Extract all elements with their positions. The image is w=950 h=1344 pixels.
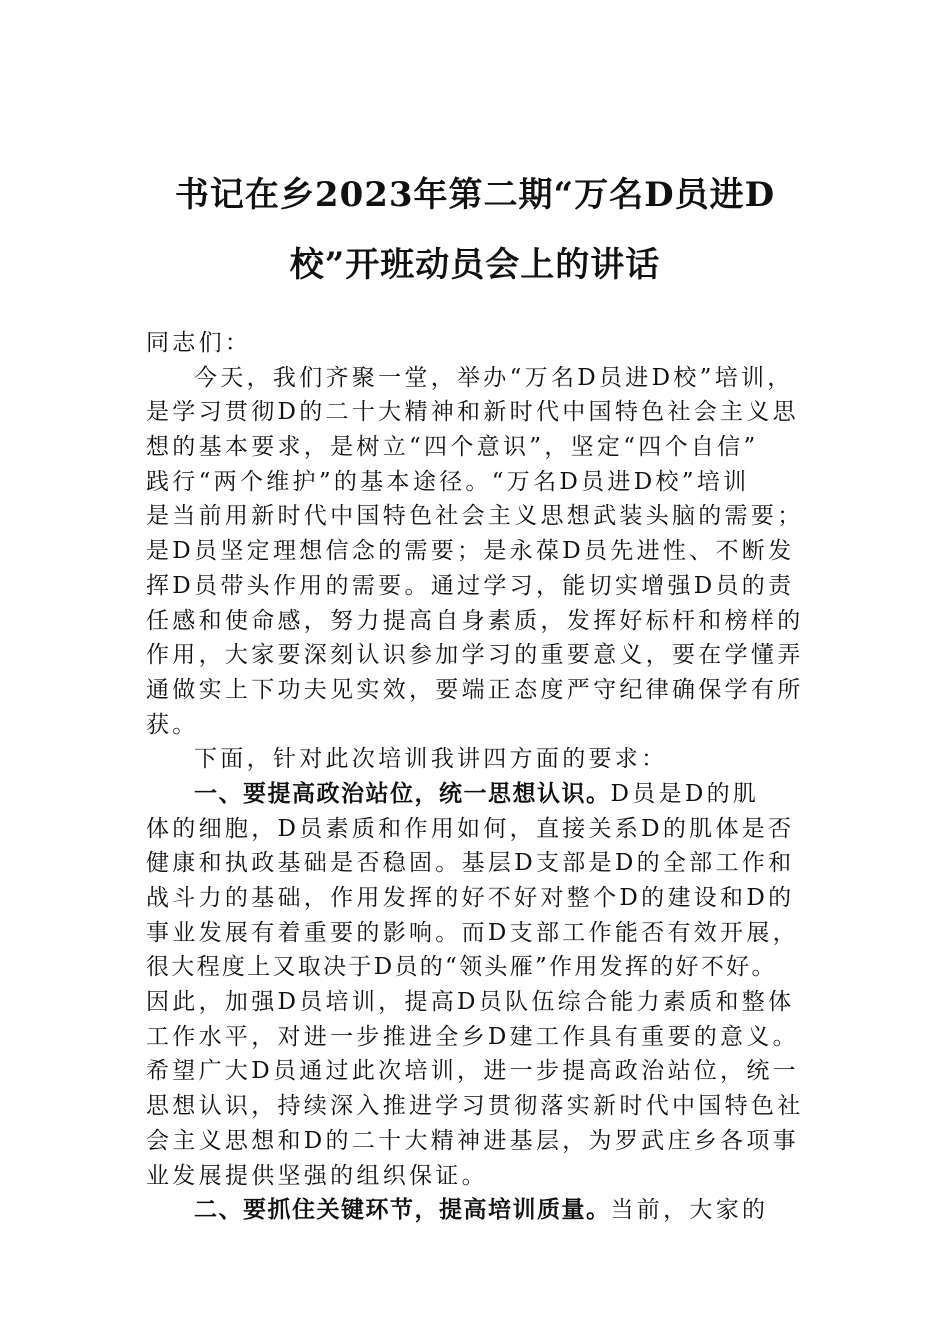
section-1-heading: 一、要提高政治站位，统一思想认识。 xyxy=(194,779,611,807)
paragraph-line: 是D员坚定理想信念的需要；是永葆D员先进性、不断发 xyxy=(146,538,795,565)
paragraph-line: 工作水平，对进一步推进全乡D建工作具有重要的意义。 xyxy=(146,1023,799,1050)
paragraph-line: 挥D员带头作用的需要。通过学习，能切实增强D员的责 xyxy=(146,572,795,599)
paragraph-line: 体的细胞，D员素质和作用如何，直接关系D的肌体是否 xyxy=(146,815,795,842)
paragraph-line: 业发展提供坚强的组织保证。 xyxy=(146,1162,488,1189)
greeting: 同志们： xyxy=(146,330,252,356)
paragraph-line: 健康和执政基础是否稳固。基层D支部是D的全部工作和 xyxy=(146,850,795,877)
section-1 xyxy=(146,777,816,1193)
paragraph-line: 因此，加强D员培训，提高D员队伍综合能力素质和整体 xyxy=(146,989,795,1016)
paragraph-line: 通做实上下功夫见实效，要端正态度严守纪律确保学有所 xyxy=(146,676,804,703)
section-2-first-line xyxy=(146,1193,816,1228)
section-1-first-line-text: D员是D的肌 xyxy=(610,780,760,807)
paragraph-line: 会主义思想和D的二十大精神进基层，为罗武庄乡各项事 xyxy=(146,1127,799,1154)
title-line-2: 校”开班动员会上的讲话 xyxy=(289,245,661,285)
section-2 xyxy=(146,1193,816,1228)
paragraph-1 xyxy=(146,361,816,743)
paragraph-line: 作用，大家要深刻认识参加学习的重要意义，要在学懂弄 xyxy=(146,642,804,669)
section-2-heading: 二、要抓住关键环节，提高培训质量。 xyxy=(194,1196,611,1224)
paragraph-line: 希望广大D员通过此次培训，进一步提高政治站位，统一 xyxy=(146,1058,799,1085)
paragraph-line: 是当前用新时代中国特色社会主义思想武装头脑的需要； xyxy=(146,503,804,530)
paragraph-line: 是学习贯彻D的二十大精神和新时代中国特色社会主义思 xyxy=(146,399,799,426)
paragraph-line: 任感和使命感，努力提高自身素质，发挥好标杆和榜样的 xyxy=(146,607,804,634)
paragraph-line: 获。 xyxy=(146,711,199,738)
paragraph-line: 践行“两个维护”的基本途径。“万名D员进D校”培训 xyxy=(146,468,750,495)
paragraph-line: 想的基本要求，是树立“四个意识”，坚定“四个自信” xyxy=(146,434,759,461)
section-2-first-line-text: 当前，大家的 xyxy=(610,1197,769,1224)
section-1-first-line xyxy=(146,777,816,812)
paragraph-line: 事业发展有着重要的影响。而D支部工作能否有效开展， xyxy=(146,919,799,946)
document-title xyxy=(120,160,830,300)
paragraph-line: 很大程度上又取决于D员的“领头雁”作用发挥的好不好。 xyxy=(146,954,777,981)
paragraph-2: 下面，针对此次培训我讲四方面的要求： xyxy=(194,746,668,773)
document-body xyxy=(146,326,816,1228)
title-line-1: 书记在乡2023年第二期“万名D员进D xyxy=(174,175,776,215)
paragraph-line: 战斗力的基础，作用发挥的好不好对整个D的建设和D的 xyxy=(146,885,795,911)
paragraph-line: 今天，我们齐聚一堂，举办“万名D员进D校”培训， xyxy=(194,364,794,391)
paragraph-line: 思想认识，持续深入推进学习贯彻落实新时代中国特色社 xyxy=(146,1093,804,1120)
